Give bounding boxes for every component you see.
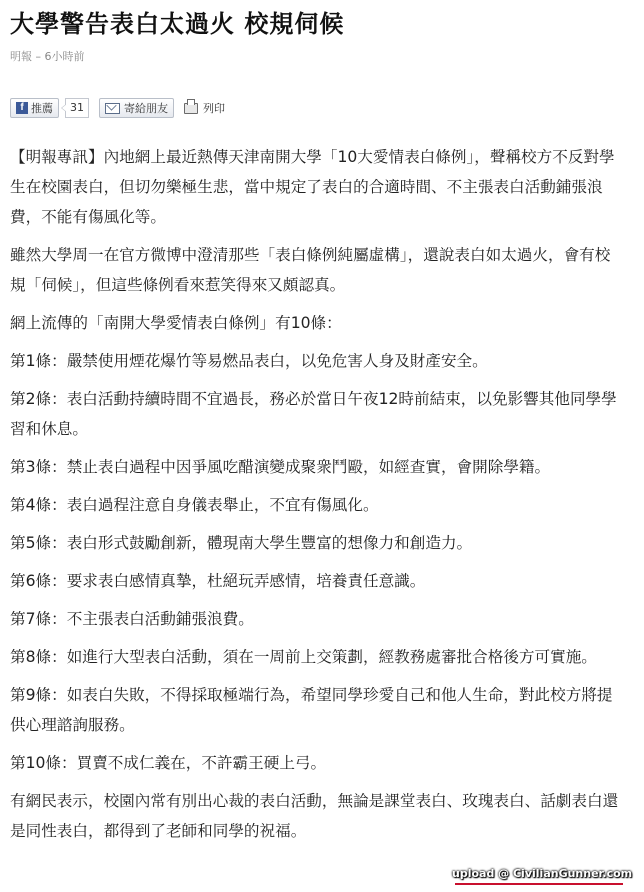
- paragraph-line: 第1條：嚴禁使用煙花爆竹等易燃品表白，以免危害人身及財產安全。: [10, 352, 488, 370]
- paragraph-line: 第5條：表白形式鼓勵創新，體現南大學生豐富的想像力和創造力。: [10, 534, 473, 552]
- facebook-icon: f: [16, 102, 28, 114]
- paragraph-line: 【明報專訊】內地網上最近熱傳天津南開大學「10大愛情表白條例」，聲稱校方不反對學: [10, 148, 615, 166]
- article-paragraph: [10, 748, 642, 778]
- email-friend-button[interactable]: [99, 98, 174, 118]
- article-paragraph: [10, 142, 642, 232]
- print-label: 列印: [203, 102, 225, 115]
- paragraph-line: 規「伺候」，但這些條例看來惹笑得來又頗認真。: [10, 276, 346, 294]
- recommend-button[interactable]: [10, 98, 59, 118]
- printer-icon: [184, 103, 198, 114]
- envelope-icon: [105, 103, 120, 114]
- paragraph-line: 習和休息。: [10, 420, 88, 438]
- share-toolbar: [10, 98, 225, 118]
- article-paragraph: [10, 452, 642, 482]
- article-title: 大學警告表白太過火 校規伺候: [10, 10, 345, 38]
- recommend-count: 31: [65, 98, 89, 118]
- article-paragraph: [10, 642, 642, 672]
- paragraph-line: 網上流傳的「南開大學愛情表白條例」有10條：: [10, 314, 342, 332]
- article-paragraph: [10, 346, 642, 376]
- paragraph-line: 第3條：禁止表白過程中因爭風吃醋演變成聚衆鬥毆，如經查實，會開除學籍。: [10, 458, 551, 476]
- paragraph-line: 生在校園表白，但切勿樂極生悲，當中規定了表白的合適時間、不主張表白活動鋪張浪: [10, 178, 603, 196]
- article-meta: 明報 – 6小時前: [10, 50, 85, 63]
- watermark-underline: [455, 883, 623, 885]
- article-paragraph: [10, 490, 642, 520]
- print-link[interactable]: [184, 100, 225, 116]
- article-paragraph: [10, 308, 642, 338]
- paragraph-line: 有網民表示，校園內常有別出心裁的表白活動，無論是課堂表白、玫瑰表白、話劇表白還: [10, 792, 619, 810]
- paragraph-line: 第9條：如表白失敗，不得採取極端行為，希望同學珍愛自己和他人生命，對此校方將提: [10, 686, 613, 704]
- paragraph-line: 第2條：表白活動持續時間不宜過長，務必於當日午夜12時前結束，以免影響其他同學學: [10, 390, 617, 408]
- article-paragraph: [10, 786, 642, 846]
- paragraph-line: 第10條：買賣不成仁義在，不許霸王硬上弓。: [10, 754, 327, 772]
- paragraph-line: 雖然大學周一在官方微博中澄清那些「表白條例純屬虛構」，還說表白如太過火，會有校: [10, 246, 611, 264]
- paragraph-line: 第7條：不主張表白活動鋪張浪費。: [10, 610, 254, 628]
- paragraph-line: 是同性表白，都得到了老師和同學的祝福。: [10, 822, 307, 840]
- article-paragraph: [10, 384, 642, 444]
- paragraph-line: 第8條：如進行大型表白活動，須在一周前上交策劃，經教務處審批合格後方可實施。: [10, 648, 597, 666]
- paragraph-line: 費，不能有傷風化等。: [10, 208, 166, 226]
- email-friend-label: 寄給朋友: [124, 102, 168, 115]
- watermark-text: upload @ CivilianGunner.com: [452, 867, 633, 880]
- paragraph-line: 供心理諮詢服務。: [10, 716, 135, 734]
- article-paragraph: [10, 566, 642, 596]
- article-body: [10, 142, 642, 854]
- paragraph-line: 第4條：表白過程注意自身儀表舉止，不宜有傷風化。: [10, 496, 379, 514]
- article-paragraph: [10, 680, 642, 740]
- article-paragraph: [10, 604, 642, 634]
- paragraph-line: 第6條：要求表白感情真摯，杜絕玩弄感情，培養責任意識。: [10, 572, 426, 590]
- recommend-label: 推薦: [31, 102, 53, 115]
- article-paragraph: [10, 240, 642, 300]
- article-paragraph: [10, 528, 642, 558]
